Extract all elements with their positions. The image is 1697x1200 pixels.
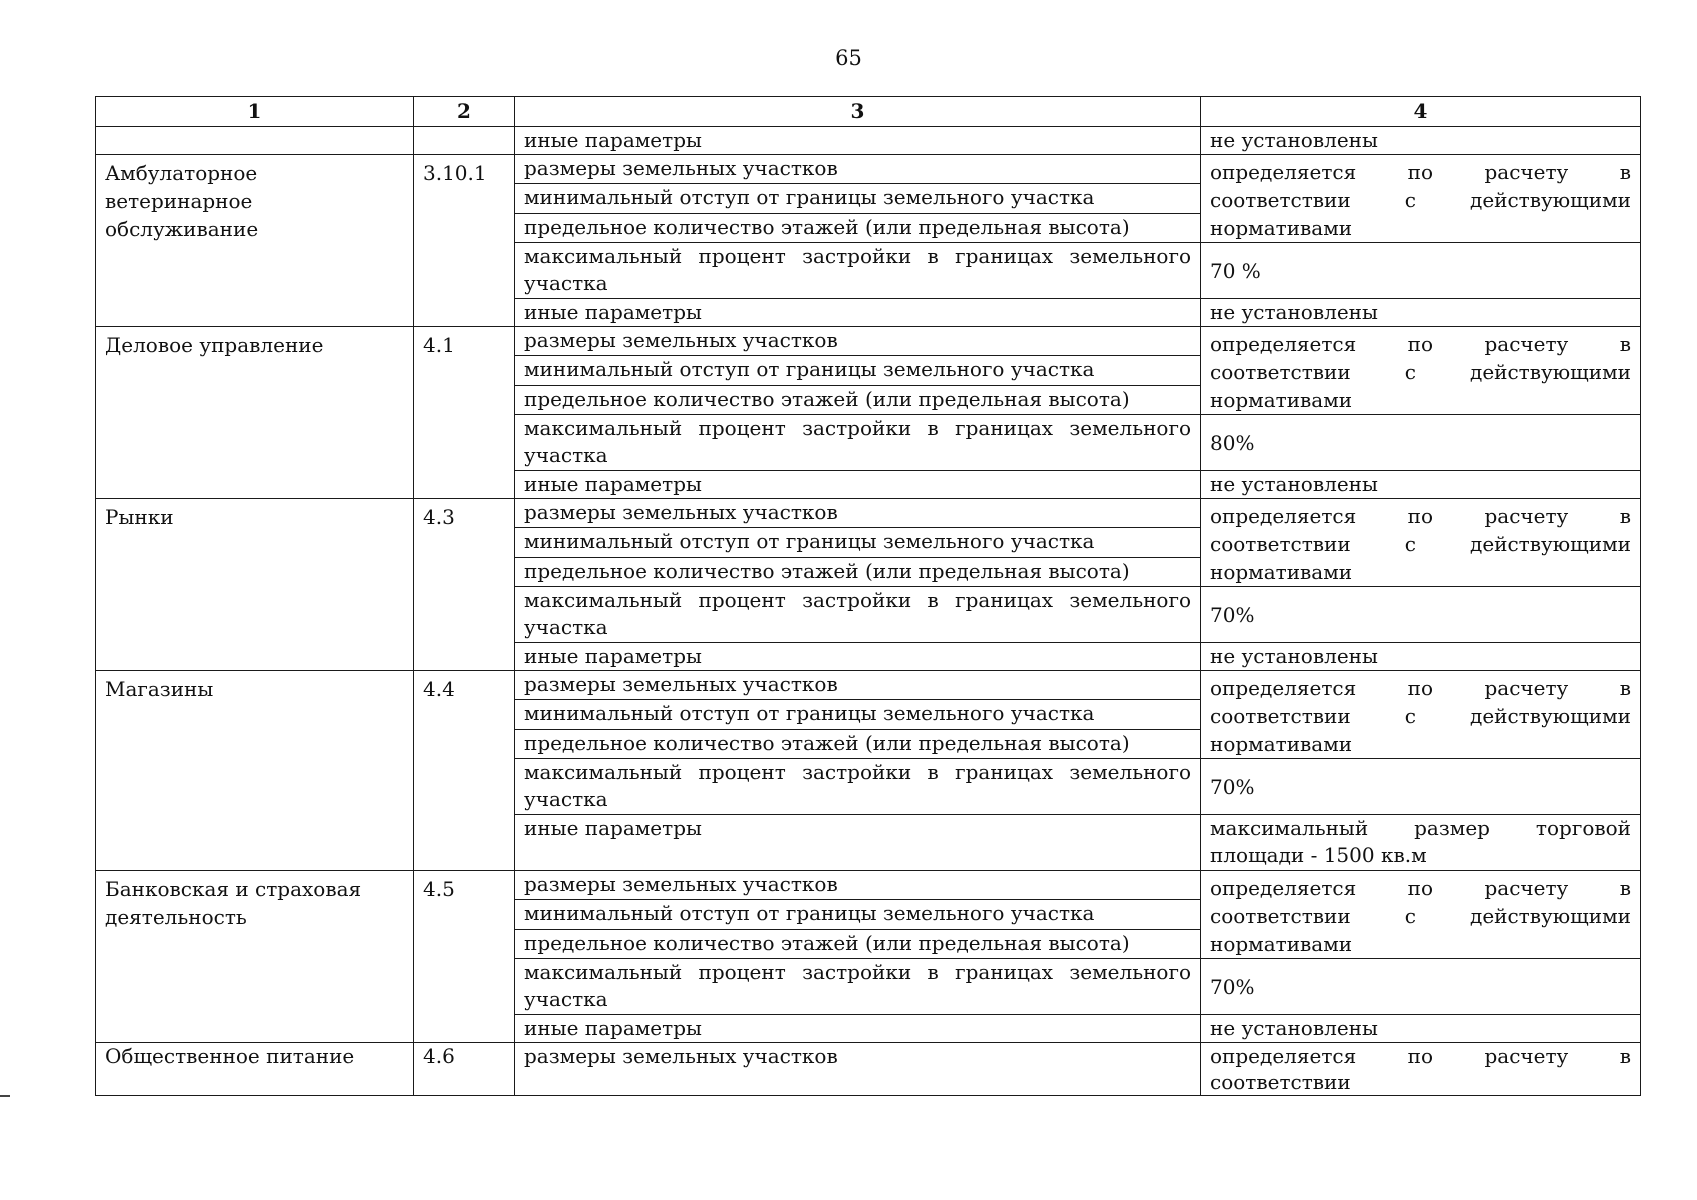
column-header: 4 (1201, 97, 1641, 127)
parameter-name: иные параметры (515, 1015, 1201, 1043)
parameter-value: не установлены (1201, 471, 1641, 499)
use-type-name (96, 127, 414, 155)
parameter-name: предельное количество этажей (или предельная высота) (515, 929, 1201, 958)
parameter-name: предельное количество этажей (или предельная высота) (515, 213, 1201, 242)
use-code (414, 127, 515, 155)
parameter-name: максимальный процент застройки в границах земельного участка (515, 415, 1201, 471)
parameter-name: иные параметры (515, 299, 1201, 327)
parameter-value: определяется по расчету в соответствии с действующими нормативами (1201, 871, 1641, 959)
parameter-name: размеры земельных участков (515, 155, 1201, 184)
parameter-name: минимальный отступ от границы земельного участка (515, 184, 1201, 213)
use-code: 4.1 (414, 327, 515, 499)
parameter-value: не установлены (1201, 299, 1641, 327)
parameter-name: минимальный отступ от границы земельного участка (515, 700, 1201, 729)
use-type-name: Общественное питание (96, 1043, 414, 1096)
parameter-value: 70% (1201, 959, 1641, 1015)
land-use-parameters-table (95, 96, 1641, 1096)
use-code: 4.6 (414, 1043, 515, 1096)
table-row (96, 1043, 1641, 1096)
parameter-name: минимальный отступ от границы земельного участка (515, 528, 1201, 557)
parameter-name: размеры земельных участков (515, 1043, 1201, 1096)
page-number: 65 (835, 46, 862, 70)
parameter-value: определяется по расчету в соответствии с действующими нормативами (1201, 155, 1641, 243)
parameter-name: размеры земельных участков (515, 499, 1201, 528)
parameter-value: не установлены (1201, 643, 1641, 671)
parameter-name: иные параметры (515, 471, 1201, 499)
use-type-name: Банковская и страховая деятельность (96, 871, 414, 1043)
table-row (96, 155, 1641, 184)
table-header-row (96, 97, 1641, 127)
parameter-name: иные параметры (515, 815, 1201, 871)
parameter-name: максимальный процент застройки в границах земельного участка (515, 759, 1201, 815)
parameter-name: иные параметры (515, 127, 1201, 155)
parameter-name: максимальный процент застройки в границах земельного участка (515, 243, 1201, 299)
table-row (96, 671, 1641, 700)
use-code: 4.5 (414, 871, 515, 1043)
table-row (96, 127, 1641, 155)
use-code: 3.10.1 (414, 155, 515, 327)
column-header: 1 (96, 97, 414, 127)
parameter-value: определяется по расчету в соответствии (1201, 1043, 1641, 1096)
parameter-value: не установлены (1201, 1015, 1641, 1043)
column-header: 3 (515, 97, 1201, 127)
parameter-value: не установлены (1201, 127, 1641, 155)
parameter-name: минимальный отступ от границы земельного участка (515, 356, 1201, 385)
parameter-value: определяется по расчету в соответствии с действующими нормативами (1201, 327, 1641, 415)
parameter-name: размеры земельных участков (515, 671, 1201, 700)
parameter-value: определяется по расчету в соответствии с действующими нормативами (1201, 671, 1641, 759)
column-header: 2 (414, 97, 515, 127)
parameter-name: предельное количество этажей (или предельная высота) (515, 729, 1201, 758)
parameter-name: предельное количество этажей (или предельная высота) (515, 557, 1201, 586)
parameter-value: 80% (1201, 415, 1641, 471)
table-row (96, 499, 1641, 528)
use-code: 4.3 (414, 499, 515, 671)
parameter-name: максимальный процент застройки в границах земельного участка (515, 959, 1201, 1015)
parameter-name: минимальный отступ от границы земельного участка (515, 900, 1201, 929)
parameter-value: 70% (1201, 587, 1641, 643)
use-type-name: Магазины (96, 671, 414, 871)
scan-edge-mark (0, 1095, 10, 1097)
use-type-name: Рынки (96, 499, 414, 671)
parameter-name: размеры земельных участков (515, 327, 1201, 356)
use-type-name: Деловое управление (96, 327, 414, 499)
parameter-name: максимальный процент застройки в границах земельного участка (515, 587, 1201, 643)
table-row (96, 327, 1641, 356)
parameter-name: иные параметры (515, 643, 1201, 671)
table-row (96, 871, 1641, 900)
parameter-value: определяется по расчету в соответствии с действующими нормативами (1201, 499, 1641, 587)
parameter-value: 70 % (1201, 243, 1641, 299)
parameter-value: 70% (1201, 759, 1641, 815)
parameter-value: максимальный размер торговой площади - 1500 кв.м (1201, 815, 1641, 871)
use-code: 4.4 (414, 671, 515, 871)
parameter-name: предельное количество этажей (или предельная высота) (515, 385, 1201, 414)
use-type-name: Амбулаторное ветеринарное обслуживание (96, 155, 414, 327)
parameter-name: размеры земельных участков (515, 871, 1201, 900)
